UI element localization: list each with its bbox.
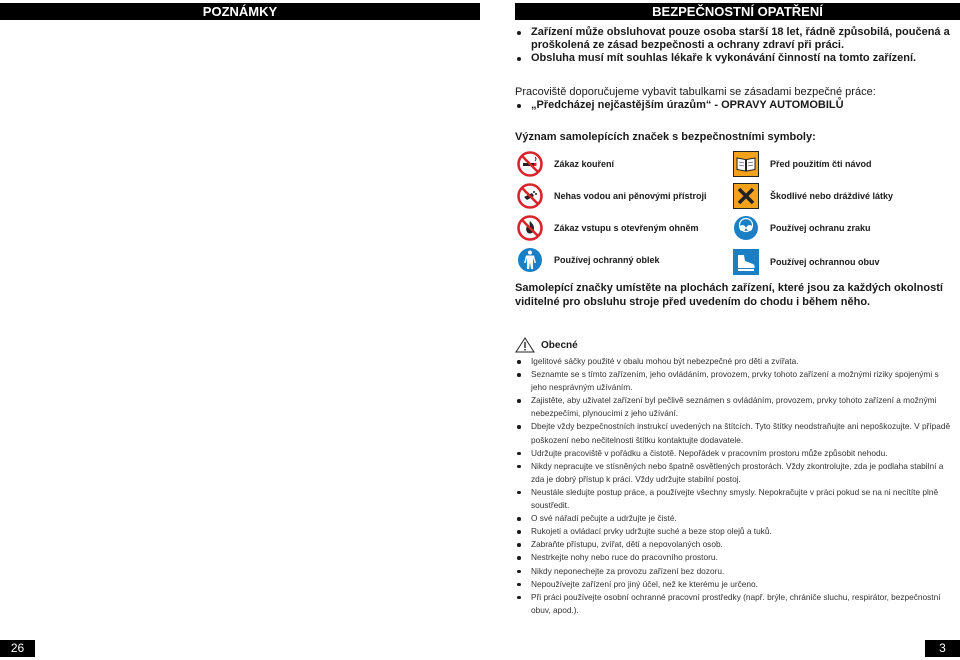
general-heading: Obecné (541, 339, 578, 351)
symbol-label: Škodlivé nebo dráždivé látky (770, 191, 894, 201)
safety-shoes-icon (733, 249, 759, 275)
list-item: Neustále sledujte postup práce, a používejte všechny smysly. Nepokračujte v práci pokud se na ni necítíte plně soustředit. (515, 486, 955, 512)
eye-protection-icon (733, 215, 759, 241)
list-item: Seznamte se s tímto zařízením, jeho ovládáním, provozem, prvky tohoto zařízení a možnými riziky spojenými s jeho nesprávným užíváním. (515, 368, 955, 394)
symbol-no-smoking (517, 151, 614, 177)
list-item: Rukojeti a ovládací prvky udržujte suché a beze stop olejů a tuků. (515, 525, 955, 538)
list-item: Dbejte vždy bezpečnostních instrukcí uvedených na štítcích. Tyto štítky neodstraňujte ani nepoškozujte. V případě poškození nebo nečitelnosti štítku kontaktujte dodavatele. (515, 420, 955, 446)
top-requirements-list (515, 26, 955, 65)
symbol-no-water (517, 183, 707, 209)
symbols-heading: Význam samolepících značek s bezpečnostními symboly: (515, 131, 816, 143)
no-open-flame-icon (517, 215, 543, 241)
list-item: Igelitové sáčky použité v obalu mohou být nebezpečné pro děti a zvířata. (515, 355, 955, 368)
general-section-heading (515, 337, 578, 353)
list-item: O své nářadí pečujte a udržujte je čisté. (515, 512, 955, 525)
list-item: „Předcházej nejčastějším úrazům“ - OPRAVY AUTOMOBILŮ (515, 99, 955, 112)
list-item: Nikdy nepracujte ve stísněných nebo špatně osvětlených prostorách. Vždy zkontrolujte, zda je podlaha stabilní a zda je dobrý přístup k práci. Vždy udržujte stabilní postoj. (515, 460, 955, 486)
list-item: Udržujte pracoviště v pořádku a čistotě. Nepořádek v pracovním prostoru může způsobit nehodu. (515, 447, 955, 460)
left-page-header: POZNÁMKY (0, 3, 480, 20)
symbol-label: Používej ochranný oblek (554, 255, 660, 265)
read-manual-icon (733, 151, 759, 177)
list-item: Nikdy neponechejte za provozu zařízení bez dozoru. (515, 565, 955, 578)
protective-suit-icon (517, 247, 543, 273)
placement-note: Samolepící značky umístěte na plochách zařízení, které jsou za každých okolností viditelné pro obsluhu stroje před uvedením do chodu i během něho. (515, 282, 943, 308)
symbol-label: Před použitím čti návod (770, 159, 872, 169)
list-item: Nestrkejte nohy nebo ruce do pracovního prostoru. (515, 551, 955, 564)
page-number-right: 3 (925, 640, 960, 657)
symbol-label: Zákaz kouření (554, 159, 615, 169)
recommendation-list (515, 99, 955, 112)
symbol-no-open-flame (517, 215, 699, 241)
list-item: Nepoužívejte zařízení pro jiný účel, než ke kterému je určeno. (515, 578, 955, 591)
no-water-extinguish-icon (517, 183, 543, 209)
right-page-header: BEZPEČNOSTNÍ OPATŘENÍ (515, 3, 960, 20)
list-item: Zajistěte, aby uživatel zařízení byl pečlivě seznámen s ovládáním, provozem, prvky tohoto zařízení a možnými nebezpečími, plynoucími z jeho užívání. (515, 394, 955, 420)
symbol-safety-shoes (733, 249, 880, 275)
symbol-protective-suit (517, 247, 660, 273)
symbol-eye-protection (733, 215, 871, 241)
general-safety-list (515, 355, 955, 617)
page-number-left: 26 (0, 640, 35, 657)
symbol-label: Nehas vodou ani pěnovými přístroji (554, 191, 707, 201)
symbol-read-manual (733, 151, 872, 177)
list-item: Zabraňte přístupu, zvířat, dětí a nepovolaných osob. (515, 538, 955, 551)
no-smoking-icon (517, 151, 543, 177)
recommendation-text: Pracoviště doporučujeme vybavit tabulkami se zásadami bezpečné práce: (515, 86, 876, 98)
list-item: Zařízení může obsluhovat pouze osoba starší 18 let, řádně způsobilá, poučená a proškolená ze zásad bezpečnosti a ochrany zdraví při práci. (515, 26, 955, 52)
symbol-label: Používej ochranu zraku (770, 223, 871, 233)
symbol-label: Zákaz vstupu s otevřeným ohněm (554, 223, 699, 233)
list-item: Obsluha musí mít souhlas lékaře k vykonávání činností na tomto zařízení. (515, 52, 955, 65)
symbol-harmful (733, 183, 893, 209)
symbol-label: Používej ochrannou obuv (770, 257, 880, 267)
warning-triangle-icon (515, 337, 535, 353)
list-item: Při práci používejte osobní ochranné pracovní prostředky (např. brýle, chrániče sluchu, respirátor, bezpečnostní obuv, apod.). (515, 591, 955, 617)
harmful-substance-icon (733, 183, 759, 209)
